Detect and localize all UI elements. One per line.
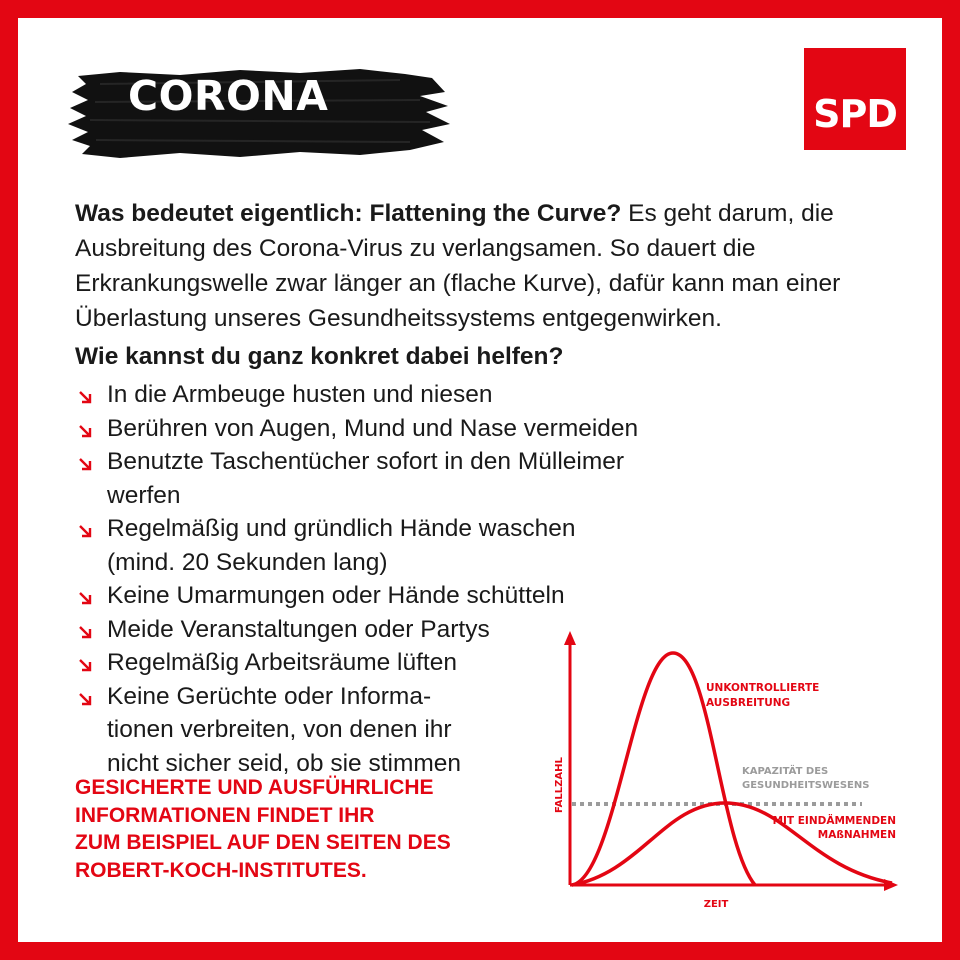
arrow-down-right-icon — [77, 423, 93, 439]
spd-logo: SPD — [804, 48, 906, 150]
arrow-down-right-icon — [77, 657, 93, 673]
list-item: Meide Veranstaltungen oder Partys — [75, 613, 655, 647]
page-title: CORONA — [128, 72, 329, 120]
list-item: Keine Umarmungen oder Hände schütteln — [75, 579, 655, 613]
intro-question: Was bedeutet eigentlich: Flattening the Curve? — [75, 200, 622, 227]
arrow-down-right-icon — [77, 590, 93, 606]
arrow-down-right-icon — [77, 624, 93, 640]
y-axis-arrowhead — [564, 631, 576, 645]
flat-label-line1: MIT EINDÄMMENDEN — [772, 815, 896, 827]
x-axis-label: ZEIT — [703, 899, 729, 910]
y-axis-label: FALLZAHL — [554, 757, 565, 813]
flatten-curve-diagram — [520, 623, 900, 913]
intro-paragraph — [75, 196, 905, 336]
capacity-label-line1: KAPAZITÄT DES — [742, 766, 829, 777]
list-item: Berühren von Augen, Mund und Nase vermeiden — [75, 412, 655, 446]
intro-answer: Es geht darum, die Ausbreitung des Corona-Virus zu verlangsamen. So dauert die Erkrankungswelle zwar länger an (flache Kurve), dafür kann man einer Überlastung unseres Gesundheitssystems entgegenwirken. — [75, 200, 841, 332]
list-item: Regelmäßig Arbeitsräume lüften — [75, 646, 655, 680]
info-footer: GESICHERTE UND AUSFÜHRLICHE INFORMATIONEN FINDET IHR ZUM BEISPIEL AUF DEN SEITEN DES ROBERT-KOCH-INSTITUTES. — [75, 776, 451, 882]
tips-heading: Wie kannst du ganz konkret dabei helfen? — [75, 343, 564, 370]
list-item: Keine Gerüchte oder Informa- tionen verbreiten, von denen ihr nicht sicher seid, ob sie stimmen — [75, 680, 655, 781]
arrow-down-right-icon — [77, 456, 93, 472]
post-card — [18, 18, 942, 942]
list-item: Benutzte Taschentücher sofort in den Mülleimer werfen — [75, 445, 655, 512]
arrow-down-right-icon — [77, 389, 93, 405]
peak-label-line1: UNKONTROLLIERTE — [706, 682, 820, 694]
arrow-down-right-icon — [77, 523, 93, 539]
peak-label-line2: AUSBREITUNG — [706, 697, 791, 709]
flat-label-line2: MAßNAHMEN — [817, 829, 896, 841]
capacity-label-line2: GESUNDHEITSWESENS — [742, 780, 870, 791]
list-item: In die Armbeuge husten und niesen — [75, 378, 655, 412]
arrow-down-right-icon — [77, 691, 93, 707]
list-item: Regelmäßig und gründlich Hände waschen (mind. 20 Sekunden lang) — [75, 512, 655, 579]
